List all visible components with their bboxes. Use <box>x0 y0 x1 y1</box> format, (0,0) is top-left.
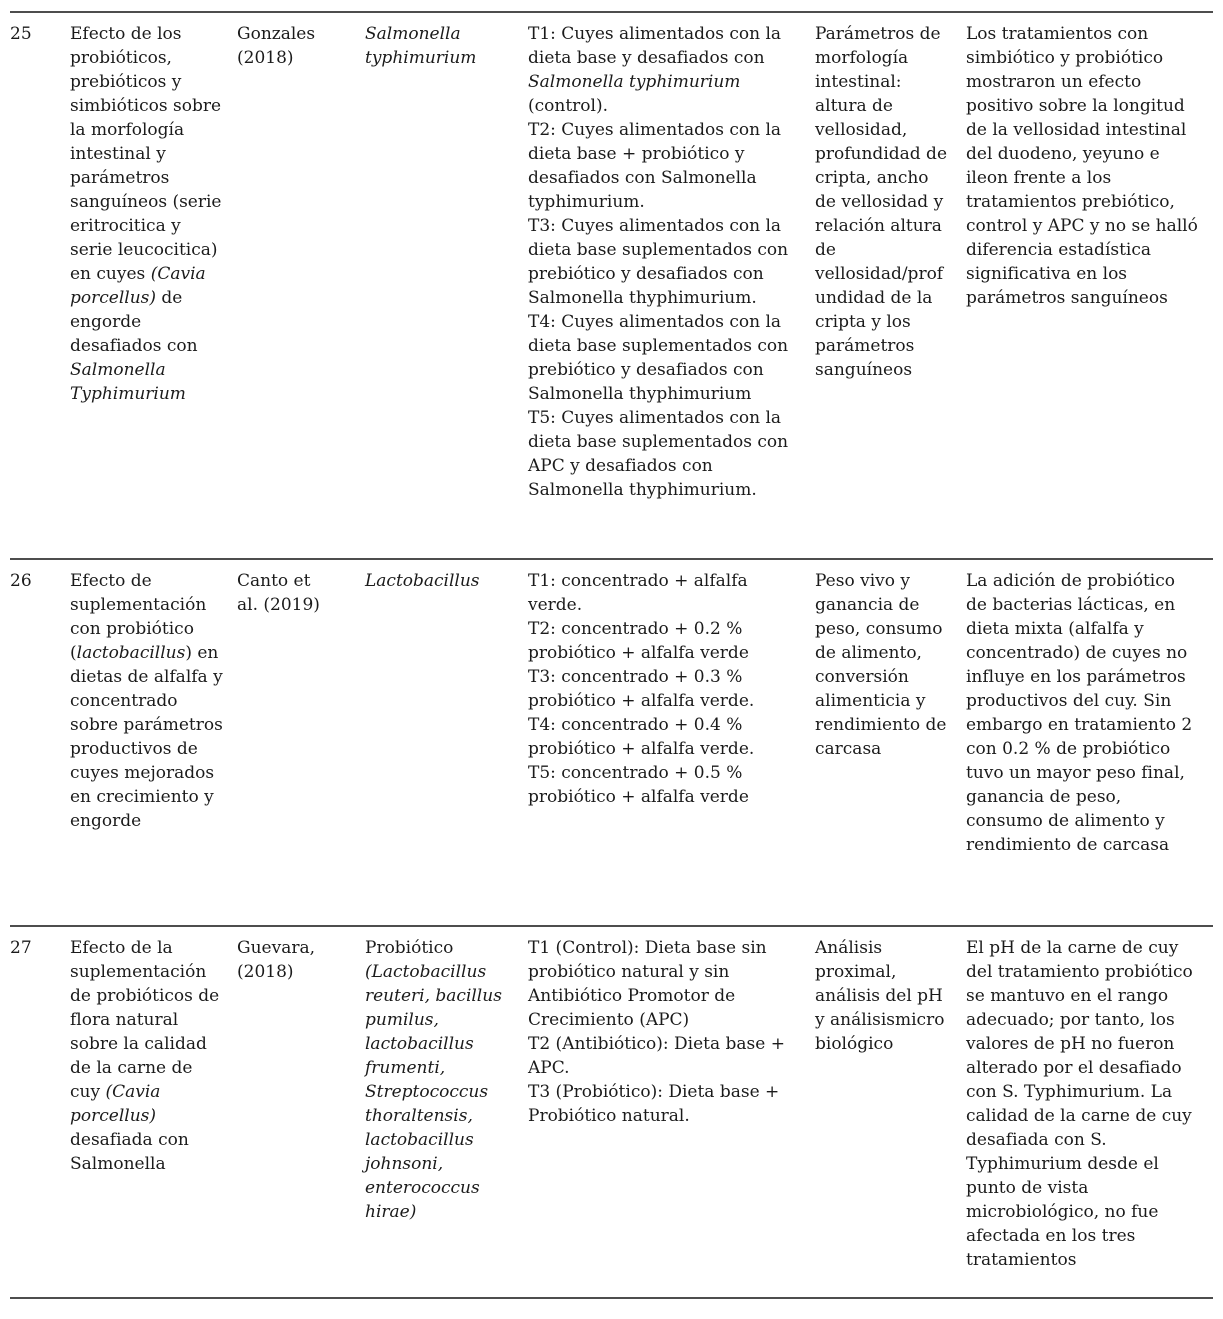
cell-paragraph: T2: concentrado + 0.2 % probiótico + alfalfa verde <box>528 619 749 663</box>
cell-paragraph: T3 (Probiótico): Dieta base + Probiótico natural. <box>528 1082 780 1126</box>
cell-paragraph: Lactobacillus <box>365 571 480 591</box>
study-parameters-cell <box>815 926 966 1298</box>
study-parameters-cell <box>815 12 966 559</box>
cell-paragraph: T1 (Control): Dieta base sin probiótico natural y sin Antibiótico Promotor de Crecimiento (APC) <box>528 938 767 1030</box>
study-author-cell <box>237 559 365 926</box>
study-author-cell <box>237 12 365 559</box>
study-treatments-cell <box>528 12 815 559</box>
cell-paragraph: T5: concentrado + 0.5 % probiótico + alfalfa verde <box>528 763 749 807</box>
study-results-cell <box>966 926 1213 1298</box>
study-author-cell <box>237 926 365 1298</box>
study-title-cell <box>70 926 237 1298</box>
cell-paragraph: T2: Cuyes alimentados con la dieta base + probiótico y desafiados con Salmonella typhimurium. <box>528 120 782 212</box>
study-number-cell: 25 <box>10 24 32 44</box>
study-number-cell: 27 <box>10 938 32 958</box>
cell-paragraph: T4: Cuyes alimentados con la dieta base suplementados con prebiótico y desafiados con Salmonella thyphimurium <box>528 312 789 404</box>
cell-paragraph: al. (2019) <box>237 595 320 615</box>
study-organism-cell <box>365 926 528 1298</box>
cell-paragraph: T5: Cuyes alimentados con la dieta base suplementados con APC y desafiados con Salmonella thyphimurium. <box>528 408 789 500</box>
cell-paragraph: Los tratamientos con simbiótico y probiótico mostraron un efecto positivo sobre la longitud de la vellosidad intestinal del duodeno, yeyuno e ileon frente a los tratamientos prebiótico, control y APC y no se halló diferencia estadística significativa en los parámetros sanguíneos <box>966 24 1198 308</box>
cell-paragraph: (2018) <box>237 48 294 68</box>
study-title-cell <box>70 559 237 926</box>
study-parameters-cell <box>815 559 966 926</box>
study-number-cell: 26 <box>10 571 32 591</box>
study-organism-cell <box>365 559 528 926</box>
cell-paragraph: T4: concentrado + 0.4 % probiótico + alfalfa verde. <box>528 715 755 759</box>
study-results-cell <box>966 12 1213 559</box>
study-treatments-cell <box>528 926 815 1298</box>
table-row <box>10 559 1213 926</box>
cell-paragraph: Efecto de los probióticos, prebióticos y simbióticos sobre la morfología intestinal y parámetros sanguíneos (serie eritrocitica y serie leucocitica) en cuyes (Cavia porcellus) de engorde desafiados con Salmonella Typhimurium <box>70 24 222 404</box>
cell-paragraph: Peso vivo y ganancia de peso, consumo de alimento, conversión alimenticia y rendimiento de carcasa <box>815 571 947 759</box>
cell-paragraph: T3: Cuyes alimentados con la dieta base suplementados con prebiótico y desafiados con Salmonella thyphimurium. <box>528 216 789 308</box>
study-results-cell <box>966 559 1213 926</box>
cell-paragraph: T1: Cuyes alimentados con la dieta base y desafiados con Salmonella typhimurium (control). <box>528 24 782 116</box>
cell-paragraph: Parámetros de morfología intestinal: altura de vellosidad, profundidad de cripta, ancho de vellosidad y relación altura de vellosidad/profundidad de la cripta y los parámetros sanguíneos <box>815 24 947 380</box>
cell-paragraph: Análisis proximal, análisis del pH y análisismicro biológico <box>815 938 945 1054</box>
cell-paragraph: Gonzales <box>237 24 316 44</box>
studies-table <box>10 11 1213 1299</box>
table-row <box>10 926 1213 1298</box>
cell-paragraph: (2018) <box>237 962 294 982</box>
study-title-cell <box>70 12 237 559</box>
studies-table-body <box>10 12 1213 1298</box>
table-row <box>10 12 1213 559</box>
cell-paragraph: Probiótico (Lactobacillus reuteri, bacillus pumilus, lactobacillus frumenti, Streptococcus thoraltensis, lactobacillus johnsoni, enterococcus hirae) <box>365 938 502 1222</box>
cell-paragraph: Efecto de la suplementación de probióticos de flora natural sobre la calidad de la carne de cuy (Cavia porcellus) desafiada con Salmonella <box>70 938 220 1174</box>
cell-paragraph: Guevara, <box>237 938 315 958</box>
cell-paragraph: T2 (Antibiótico): Dieta base + APC. <box>528 1034 785 1078</box>
cell-paragraph: El pH de la carne de cuy del tratamiento probiótico se mantuvo en el rango adecuado; por tanto, los valores de pH no fueron alterado por el desafiado con S. Typhimurium. La calidad de la carne de cuy desafiada con S. Typhimurium desde el punto de vista microbiológico, no fue afectada en los tres tratamientos <box>966 938 1193 1270</box>
cell-paragraph: Salmonella typhimurium <box>365 24 477 68</box>
cell-paragraph: T3: concentrado + 0.3 % probiótico + alfalfa verde. <box>528 667 755 711</box>
cell-paragraph: La adición de probiótico de bacterias lácticas, en dieta mixta (alfalfa y concentrado) de cuyes no influye en los parámetros productivos del cuy. Sin embargo en tratamiento 2 con 0.2 % de probiótico tuvo un mayor peso final, ganancia de peso, consumo de alimento y rendimiento de carcasa <box>966 571 1193 855</box>
cell-paragraph: Canto et <box>237 571 311 591</box>
cell-paragraph: T1: concentrado + alfalfa verde. <box>528 571 748 615</box>
cell-paragraph: Efecto de suplementación con probiótico (lactobacillus) en dietas de alfalfa y concentrado sobre parámetros productivos de cuyes mejorados en crecimiento y engorde <box>70 571 223 831</box>
study-organism-cell <box>365 12 528 559</box>
study-treatments-cell <box>528 559 815 926</box>
